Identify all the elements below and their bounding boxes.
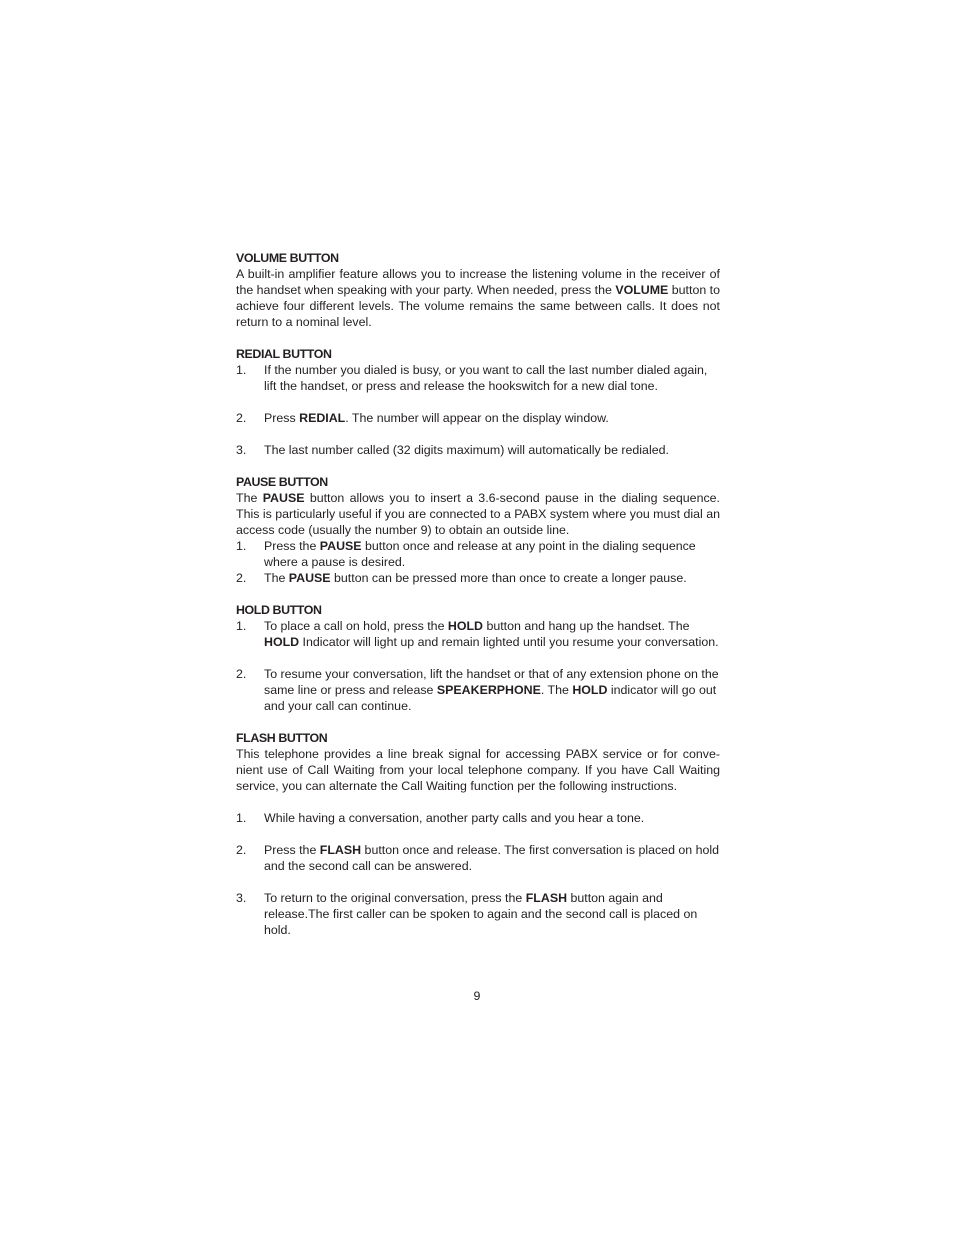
section-hold-button bbox=[236, 602, 720, 714]
text-run: To return to the original conversation, press the bbox=[264, 891, 526, 905]
list-item bbox=[236, 442, 720, 458]
bold-run: HOLD bbox=[447, 619, 484, 633]
bold-run: FLASH bbox=[319, 843, 362, 857]
text-run: The last number called (32 digits maximum) will automatically be redialed. bbox=[264, 443, 669, 457]
bold-run: FLASH bbox=[525, 891, 568, 905]
text-run: The bbox=[264, 571, 289, 585]
list-item-number: 2. bbox=[236, 411, 247, 425]
text-run: While having a conversation, another party calls and you hear a tone. bbox=[264, 811, 645, 825]
text-run: Press the bbox=[264, 539, 320, 553]
text-run: If the number you dialed is busy, or you want to call the last number dialed again, lift the handset, or press and release the hookswitch for a new dial tone. bbox=[264, 363, 708, 393]
list-item-number: 1. bbox=[236, 811, 247, 825]
bold-run: PAUSE bbox=[319, 539, 362, 553]
text-run: Press bbox=[264, 411, 300, 425]
list-item bbox=[236, 618, 720, 650]
pause-description bbox=[236, 490, 720, 538]
list-item bbox=[236, 362, 720, 394]
list-item-text bbox=[264, 570, 720, 586]
heading-flash-button: FLASH BUTTON bbox=[236, 731, 328, 745]
list-item bbox=[236, 842, 720, 874]
text-run: button and hang up the handset. The bbox=[483, 619, 690, 633]
list-item-text bbox=[264, 666, 720, 714]
text-run: . The bbox=[540, 683, 573, 697]
text-run: To place a call on hold, press the bbox=[264, 619, 448, 633]
list-item-number: 3. bbox=[236, 891, 247, 905]
list-item bbox=[236, 538, 720, 570]
list-item-number: 2. bbox=[236, 843, 247, 857]
page-number: 9 bbox=[473, 989, 481, 1003]
text-run: button once and release at any point in the dialing sequence where a pause is desired. bbox=[264, 539, 696, 569]
flash-description: This telephone provides a line break signal for accessing PABX service or for conve-nient use of Call Waiting from your local telephone company. If you have Call Waiting service, you can alternate the Call Waiting function per the following instructions. bbox=[236, 747, 720, 793]
manual-page-content bbox=[236, 250, 720, 954]
bold-run: HOLD bbox=[264, 635, 300, 649]
bold-run: PAUSE bbox=[262, 491, 305, 505]
list-item-text bbox=[264, 890, 720, 938]
list-item-text bbox=[264, 410, 720, 426]
text-run: To resume your conversation, lift the handset or that of any extension phone on the same line or press and release bbox=[264, 667, 719, 697]
bold-run: SPEAKERPHONE bbox=[436, 683, 541, 697]
list-item-text bbox=[264, 618, 720, 650]
heading-pause-button: PAUSE BUTTON bbox=[236, 475, 328, 489]
list-item bbox=[236, 890, 720, 938]
list-item-text bbox=[264, 442, 720, 458]
section-redial-button bbox=[236, 346, 720, 458]
heading-redial-button: REDIAL BUTTON bbox=[236, 347, 332, 361]
bold-run: PAUSE bbox=[288, 571, 331, 585]
list-item-number: 1. bbox=[236, 539, 247, 553]
list-item bbox=[236, 410, 720, 426]
text-run: Press the bbox=[264, 843, 320, 857]
list-item-number: 1. bbox=[236, 619, 247, 633]
text-run: . The number will appear on the display window. bbox=[345, 411, 609, 425]
volume-bold-1: VOLUME bbox=[615, 283, 669, 297]
list-item-text bbox=[264, 842, 720, 874]
volume-text-2: button to achieve four different levels. The volume remains the same between calls. It does not return to a nominal level. bbox=[236, 283, 720, 329]
list-item-text bbox=[264, 538, 720, 570]
list-item-number: 1. bbox=[236, 363, 247, 377]
volume-description bbox=[236, 266, 720, 330]
list-item-text bbox=[264, 362, 720, 394]
section-flash-button bbox=[236, 730, 720, 938]
bold-run: HOLD bbox=[572, 683, 608, 697]
heading-hold-button: HOLD BUTTON bbox=[236, 603, 322, 617]
text-run: indicator will go out and your call can continue. bbox=[264, 683, 717, 713]
list-item-number: 3. bbox=[236, 443, 247, 457]
text-run: The bbox=[236, 491, 263, 505]
list-item-number: 2. bbox=[236, 571, 247, 585]
list-item bbox=[236, 666, 720, 714]
text-run: button once and release. The first conversation is placed on hold and the second call can be answered. bbox=[264, 843, 720, 873]
text-run: Indicator will light up and remain lighted until you resume your conversation. bbox=[299, 635, 719, 649]
volume-text-1: A built-in amplifier feature allows you to increase the listening volume in the receiver of the handset when speaking with your party. When needed, press the bbox=[236, 267, 720, 297]
text-run: button allows you to insert a 3.6-second pause in the dialing sequence. This is particularly useful if you are connected to a PABX system where you must dial an access code (usually the number 9) to obtain an outside line. bbox=[236, 491, 720, 537]
text-run: button again and release.The first caller can be spoken to again and the second call is placed on hold. bbox=[264, 891, 698, 937]
list-item-number: 2. bbox=[236, 667, 247, 681]
text-run: button can be pressed more than once to create a longer pause. bbox=[330, 571, 687, 585]
heading-volume-button: VOLUME BUTTON bbox=[236, 251, 339, 265]
list-item-text bbox=[264, 810, 720, 826]
list-item bbox=[236, 810, 720, 826]
section-volume-button bbox=[236, 250, 720, 330]
section-pause-button bbox=[236, 474, 720, 586]
list-item bbox=[236, 570, 720, 586]
bold-run: REDIAL bbox=[299, 411, 346, 425]
